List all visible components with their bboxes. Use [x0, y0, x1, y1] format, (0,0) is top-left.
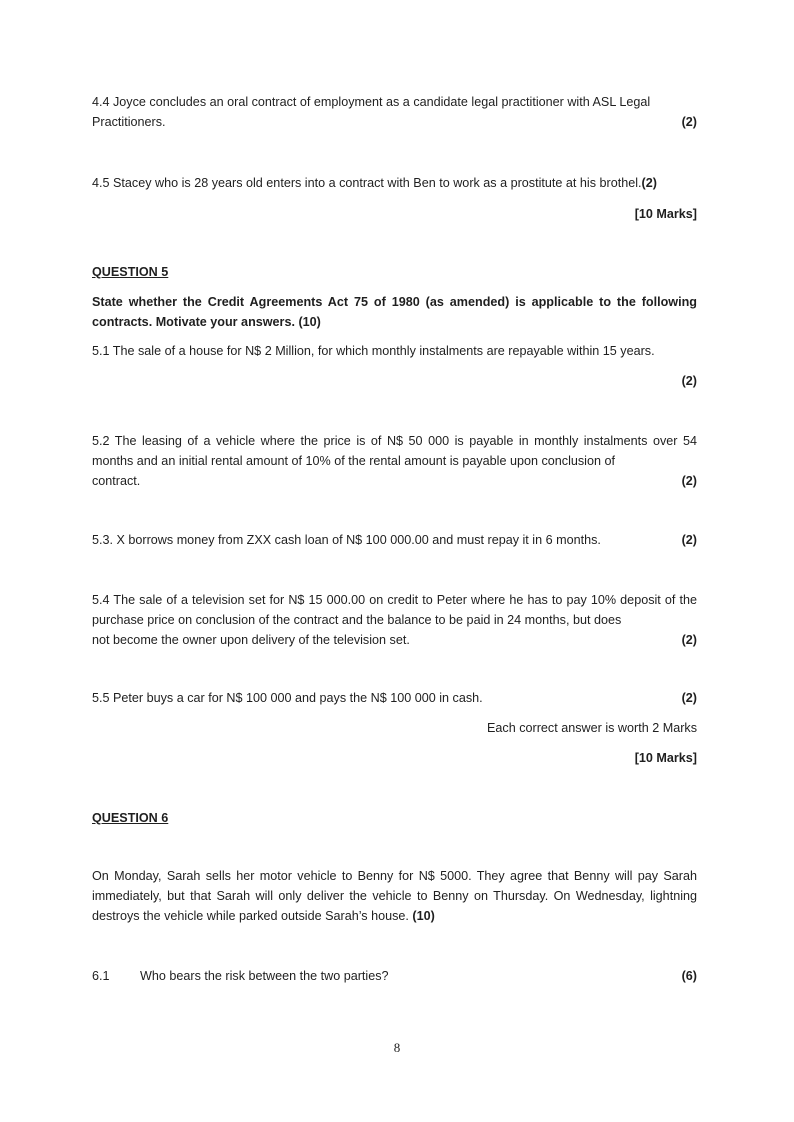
- item-6-1: [92, 966, 697, 986]
- question-5-heading: QUESTION 5: [92, 265, 169, 279]
- question-6-marks: (10): [412, 909, 435, 923]
- item-5-5-text: 5.5 Peter buys a car for N$ 100 000 and pays the N$ 100 000 in cash.: [92, 691, 483, 705]
- item-5-1-text: 5.1 The sale of a house for N$ 2 Million, for which monthly instalments are repayable within 15 years.: [92, 344, 655, 358]
- question-6-heading: QUESTION 6: [92, 811, 169, 825]
- item-6-1-marks: (6): [681, 969, 697, 983]
- item-4-5: [92, 173, 697, 193]
- item-5-2-last-line: contract.: [92, 474, 141, 488]
- item-4-4-line2: Practitioners.: [92, 115, 166, 129]
- item-4-4-marks: (2): [681, 115, 697, 129]
- item-5-4-last-line: not become the owner upon delivery of the television set.: [92, 633, 410, 647]
- item-5-3: [92, 530, 697, 550]
- item-5-2-marks: (2): [681, 474, 697, 488]
- question-5-note: Each correct answer is worth 2 Marks: [487, 721, 697, 735]
- question-5-instruction: State whether the Credit Agreements Act 75 of 1980 (as amended) is applicable to the following contracts. Motivate your answers. (10): [92, 295, 697, 329]
- item-5-2: [92, 431, 697, 491]
- item-5-5-marks: (2): [681, 691, 697, 705]
- item-4-4-line1: 4.4 Joyce concludes an oral contract of employment as a candidate legal practitioner with ASL Legal: [92, 95, 651, 109]
- item-4-4: [92, 92, 697, 132]
- item-6-1-number: 6.1: [92, 969, 110, 983]
- item-5-4-text: 5.4 The sale of a television set for N$ 15 000.00 on credit to Peter where he has to pay 10% deposit of the purchase price on conclusion of the contract and the balance to be paid in 24 months, but does: [92, 593, 697, 627]
- question-6-scenario-text: On Monday, Sarah sells her motor vehicle to Benny for N$ 5000. They agree that Benny will pay Sarah immediately, but that Sarah will only deliver the vehicle to Benny on Thursday. On Wednesday, lightning destroys the vehicle while parked outside Sarah’s house.: [92, 869, 697, 923]
- item-4-5-marks: (2): [641, 176, 657, 190]
- page-number: 8: [393, 1040, 401, 1055]
- item-6-1-text: Who bears the risk between the two parties?: [140, 969, 389, 983]
- q5-total: [10 Marks]: [634, 751, 697, 765]
- item-5-4-marks: (2): [681, 633, 697, 647]
- item-5-3-text: 5.3. X borrows money from ZXX cash loan of N$ 100 000.00 and must repay it in 6 months.: [92, 533, 601, 547]
- item-5-5: [92, 688, 697, 708]
- item-5-3-marks: (2): [681, 533, 697, 547]
- item-5-1-marks: (2): [681, 374, 697, 388]
- question-6-scenario: [92, 866, 697, 926]
- q4-total: [10 Marks]: [634, 207, 697, 221]
- item-5-4: [92, 590, 697, 650]
- item-5-2-text: 5.2 The leasing of a vehicle where the price is of N$ 50 000 is payable in monthly instalments over 54 months and an initial rental amount of 10% of the rental amount is payable upon conclusion of: [92, 434, 697, 468]
- item-4-5-text: 4.5 Stacey who is 28 years old enters into a contract with Ben to work as a prostitute at his brothel.: [92, 176, 642, 190]
